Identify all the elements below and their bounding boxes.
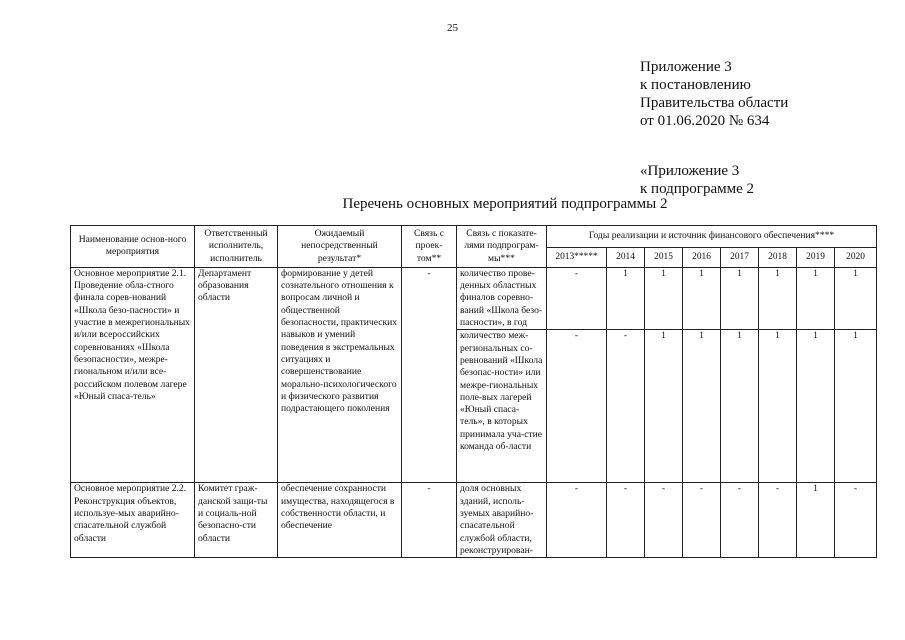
events-table (70, 225, 877, 558)
header-year: 2019 (797, 248, 835, 268)
cell-value: - (759, 483, 797, 558)
header-year: 2016 (683, 248, 721, 268)
cell-value: 1 (721, 330, 759, 483)
appendix-block (640, 58, 788, 198)
appendix-line: от 01.06.2020 № 634 (640, 113, 770, 129)
spacer (640, 130, 788, 162)
appendix-line: Правительства области (640, 95, 789, 111)
cell-value: 1 (797, 267, 835, 329)
cell-link-project: - (402, 267, 457, 482)
cell-value: 1 (797, 483, 835, 558)
cell-event-name: Основное мероприятие 2.1. Проведение обла-стного финала сорев-нований «Школа безо-пасности» и участие в межрегиональных и/или всероссийских соревнованиях «Школа безопасности», межре-гиональном и/или все-российском полевом лагере «Юный спаса-тель» (71, 267, 195, 482)
header-year: 2017 (721, 248, 759, 268)
header-year: 2018 (759, 248, 797, 268)
cell-value: 1 (607, 267, 645, 329)
cell-value: 1 (797, 330, 835, 483)
cell-value: 1 (721, 267, 759, 329)
cell-value: - (683, 483, 721, 558)
cell-value: - (547, 267, 607, 329)
cell-value: 1 (759, 267, 797, 329)
cell-indicator: количество меж-региональных со-ревнований «Школа безопас-ности» или межре-гиональных поле-вых лагерей «Юный спаса-тель», в которых принимала уча-стие команда об-ласти (457, 330, 547, 483)
header-link-project: Связь с проек-том** (402, 226, 457, 268)
cell-value: - (547, 483, 607, 558)
table-row (71, 483, 877, 558)
cell-value: - (721, 483, 759, 558)
table-row (71, 267, 877, 329)
cell-value: 1 (645, 267, 683, 329)
cell-link-project: - (402, 483, 457, 558)
document-title: Перечень основных мероприятий подпрограммы 2 (342, 196, 668, 212)
header-responsible: Ответственный исполнитель, исполнитель (195, 226, 278, 268)
appendix-line: к постановлению (640, 77, 751, 93)
header-link-indicators: Связь с показате-лями подпрограм-мы*** (457, 226, 547, 268)
header-year: 2014 (607, 248, 645, 268)
header-name: Наименование основ-ного мероприятия (71, 226, 195, 268)
cell-value: 1 (683, 330, 721, 483)
cell-result: формирование у детей сознательного отношения к вопросам личной и общественной безопасности, практических навыков и умений поведения в экстремальных ситуациях и совершенствование морально-психологического и физического развития подрастающего поколения (278, 267, 402, 482)
cell-result: обеспечение сохранности имущества, находящегося в собственности области, и обеспечение (278, 483, 402, 558)
cell-value: - (547, 330, 607, 483)
cell-value: 1 (835, 267, 877, 329)
cell-value: - (645, 483, 683, 558)
cell-value: 1 (683, 267, 721, 329)
cell-value: - (835, 483, 877, 558)
header-year: 2013***** (547, 248, 607, 268)
cell-indicator: количество прове-денных областных финалов соревно-ваний «Школа безо-пасности», в год (457, 267, 547, 329)
appendix-line: Приложение 3 (640, 59, 732, 75)
cell-indicator: доля основных зданий, исполь-зуемых аварийно-спасательной службой области, реконструирован- (457, 483, 547, 558)
header-year: 2015 (645, 248, 683, 268)
header-year: 2020 (835, 248, 877, 268)
cell-responsible: Комитет граж-данской защи-ты и социаль-ной безопасно-сти области (195, 483, 278, 558)
appendix-line: «Приложение 3 (640, 163, 740, 179)
cell-value: 1 (835, 330, 877, 483)
header-result: Ожидаемый непосредственный результат* (278, 226, 402, 268)
cell-value: - (607, 483, 645, 558)
page-number: 25 (447, 22, 458, 34)
header-years-group: Годы реализации и источник финансового обеспечения**** (547, 226, 877, 248)
cell-event-name: Основное мероприятие 2.2. Реконструкция объектов, используе-мых аварийно-спасательной службой области (71, 483, 195, 558)
cell-value: 1 (645, 330, 683, 483)
appendix-line: к подпрограмме 2 (640, 181, 754, 197)
cell-responsible: Департамент образования области (195, 267, 278, 482)
cell-value: 1 (759, 330, 797, 483)
cell-value: - (607, 330, 645, 483)
